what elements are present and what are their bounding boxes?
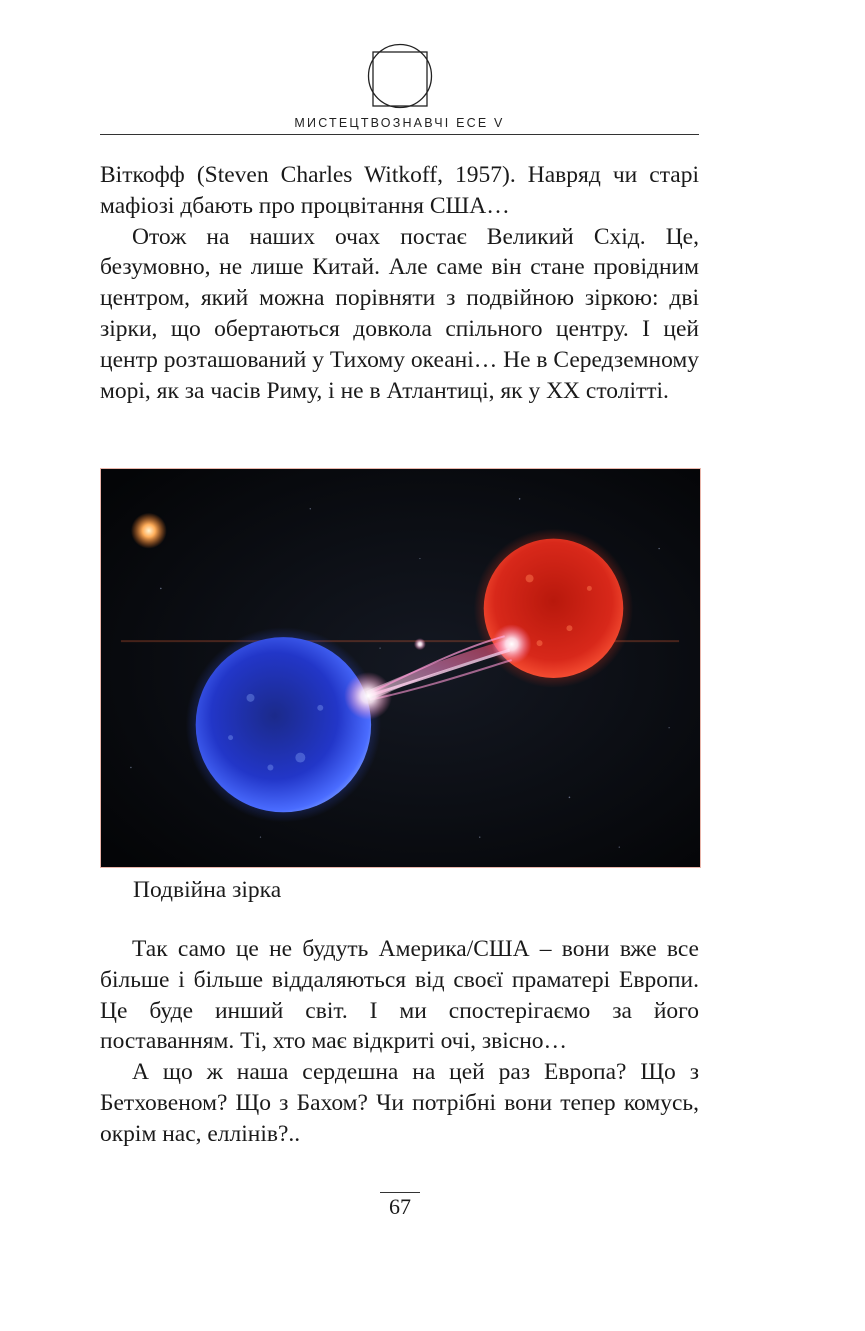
paragraph-continued: Віткофф (Steven Charles Witkoff, 1957). Навряд чи старі мафіозі дбають про процвітання США… [100,162,699,219]
circle-square-logo-icon [366,42,434,110]
paragraph-america: Так само це не будуть Америка/США – вони вже все більше і більше віддаляються від своєї праматері Европи. Це буде инший світ. І ми спостерігаємо за його поставанням. Ті, хто має відкриті очі, звісно… [100,936,699,1055]
header-rule [100,134,699,135]
binary-star-image [101,469,700,867]
paragraph-great-east: Отож на наших очах постає Великий Схід. Це, безумовно, не лише Китай. Але саме він стане провідним центром, який можна порівняти з подвійною зіркою: дві зірки, що обертаються довкола спільного центру. І цей центр розташований у Тихому океані… Не в Середземному морі, як за часів Риму, і не в Атлантиці, як у ХХ столітті. [100,223,699,404]
paragraph-europe: А що ж наша сердешна на цей раз Европа? Що з Бетховеном? Що з Бахом? Чи потрібні вони тепер комусь, окрім нас, еллінів?.. [100,1059,699,1147]
distant-star [131,513,167,549]
blue-star [196,637,371,812]
figure-caption: Подвійна зірка [133,877,282,903]
page-number: 67 [380,1192,420,1221]
binary-star-figure [100,468,701,868]
running-head-title: МИСТЕЦТВОЗНАВЧІ ЕСЕ V [294,116,505,130]
body-text-bottom [100,934,699,1150]
body-text-top [100,160,699,406]
